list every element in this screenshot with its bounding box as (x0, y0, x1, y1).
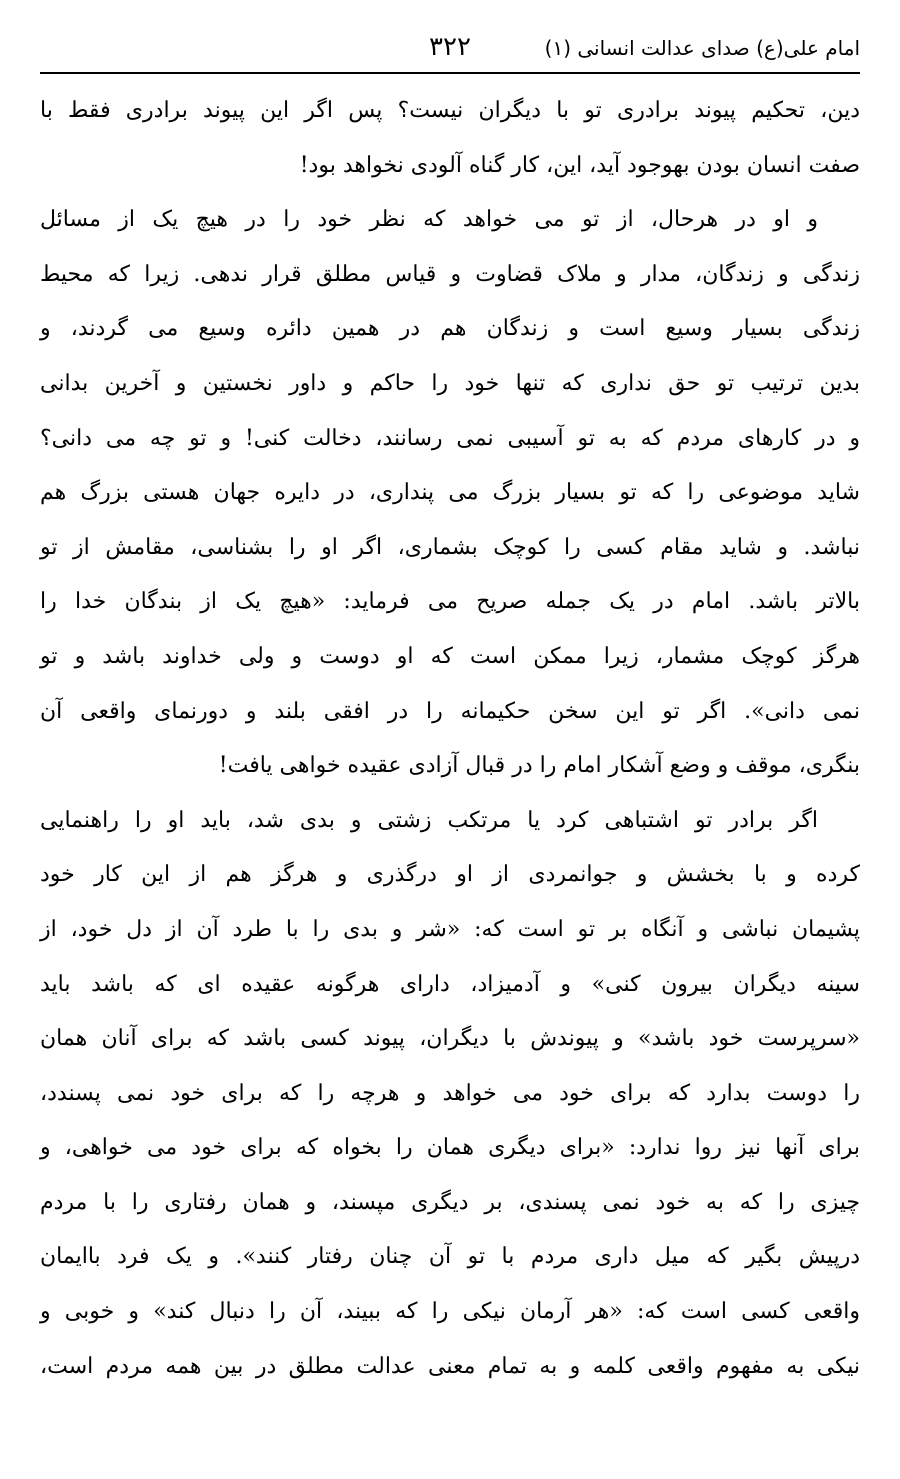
text-line: زندگی و زندگان، مدار و ملاک قضاوت و قیاس مطلق قرار ندهی. زیرا که محیط (40, 261, 860, 287)
text-line: و در کارهای مردم که به تو آسیبی نمی رسانند، دخالت کنی! و تو چه می دانی؟ (40, 425, 860, 451)
text-line: بدین ترتیب تو حق نداری که تنها خود را حاکم و داور نخستین و آخرین بدانی (40, 370, 860, 396)
text-line: بنگری، موقف و وضع آشکار امام را در قبال آزادی عقیده خواهی یافت! (218, 753, 860, 779)
text-line: و او در هرحال، از تو می خواهد که نظر خود را در هیچ یک از مسائل (40, 207, 818, 233)
text-line: نمی دانی». اگر تو این سخن حکیمانه را در افقی بلند و دورنمای واقعی آن (40, 698, 860, 724)
text-line: زندگی بسیار وسیع است و زندگان هم در همین دائره وسیع می گردند، و (40, 316, 860, 342)
text-line: نیکی به مفهوم واقعی کلمه و به تمام معنی عدالت مطلق در بین همه مردم است، (40, 1353, 860, 1379)
running-title: امام علی(ع) صدای عدالت انسانی (۱) (544, 36, 860, 60)
text-line: نباشد. و شاید مقام کسی را کوچک بشماری، اگر او را بشناسی، مقامش از تو (40, 534, 860, 560)
text-line: اگر برادر تو اشتباهی کرد یا مرتکب زشتی و بدی شد، باید او را راهنمایی (40, 807, 818, 833)
text-line: واقعی کسی است که: «هر آرمان نیکی را که ببیند، آن را دنبال کند» و خوبی و (40, 1299, 860, 1325)
text-line: بالاتر باشد. امام در یک جمله صریح می فرماید: «هیچ یک از بندگان خدا را (40, 589, 860, 615)
page-header (40, 30, 860, 70)
text-line: «سرپرست خود باشد» و پیوندش با دیگران، پیوند کسی باشد که برای آنان همان (40, 1026, 860, 1052)
page-number: ۳۲۲ (429, 32, 471, 62)
text-line: کرده و با بخشش و جوانمردی از او درگذری و هرگز هم از این کار خود (40, 862, 860, 888)
text-line: شاید موضوعی را که تو بسیار بزرگ می پنداری، در دایره جهان هستی بزرگ هم (40, 480, 860, 506)
text-line: درپیش بگیر که میل داری مردم با تو آن چنان رفتار کنند». و یک فرد باایمان (40, 1244, 860, 1270)
text-line: دین، تحکیم پیوند برادری تو با دیگران نیست؟ پس اگر این پیوند برادری فقط با (40, 98, 860, 123)
text-line: سینه دیگران بیرون کنی» و آدمیزاد، دارای هرگونه عقیده ای که باشد باید (40, 971, 860, 997)
text-line: صفت انسان بودن بهوجود آید، این، کار گناه آلودی نخواهد بود! (299, 152, 860, 178)
text-line: را دوست بدارد که برای خود می خواهد و هرچه را که برای خود نمی پسندد، (40, 1080, 860, 1106)
text-line: هرگز کوچک مشمار، زیرا ممکن است که او دوست و ولی خداوند باشد و تو (40, 643, 860, 669)
text-line: چیزی را که به خود نمی پسندی، بر دیگری مپسند، و همان رفتاری را با مردم (40, 1189, 861, 1215)
body-text (40, 84, 860, 1394)
text-line: پشیمان نباشی و آنگاه بر تو است که: «شر و بدی را با طرد آن از دل خود، از (40, 916, 860, 942)
text-line: برای آنها نیز روا ندارد: «برای دیگری همان را بخواه که برای خود می خواهی، و (40, 1135, 860, 1161)
header-rule (40, 72, 860, 74)
